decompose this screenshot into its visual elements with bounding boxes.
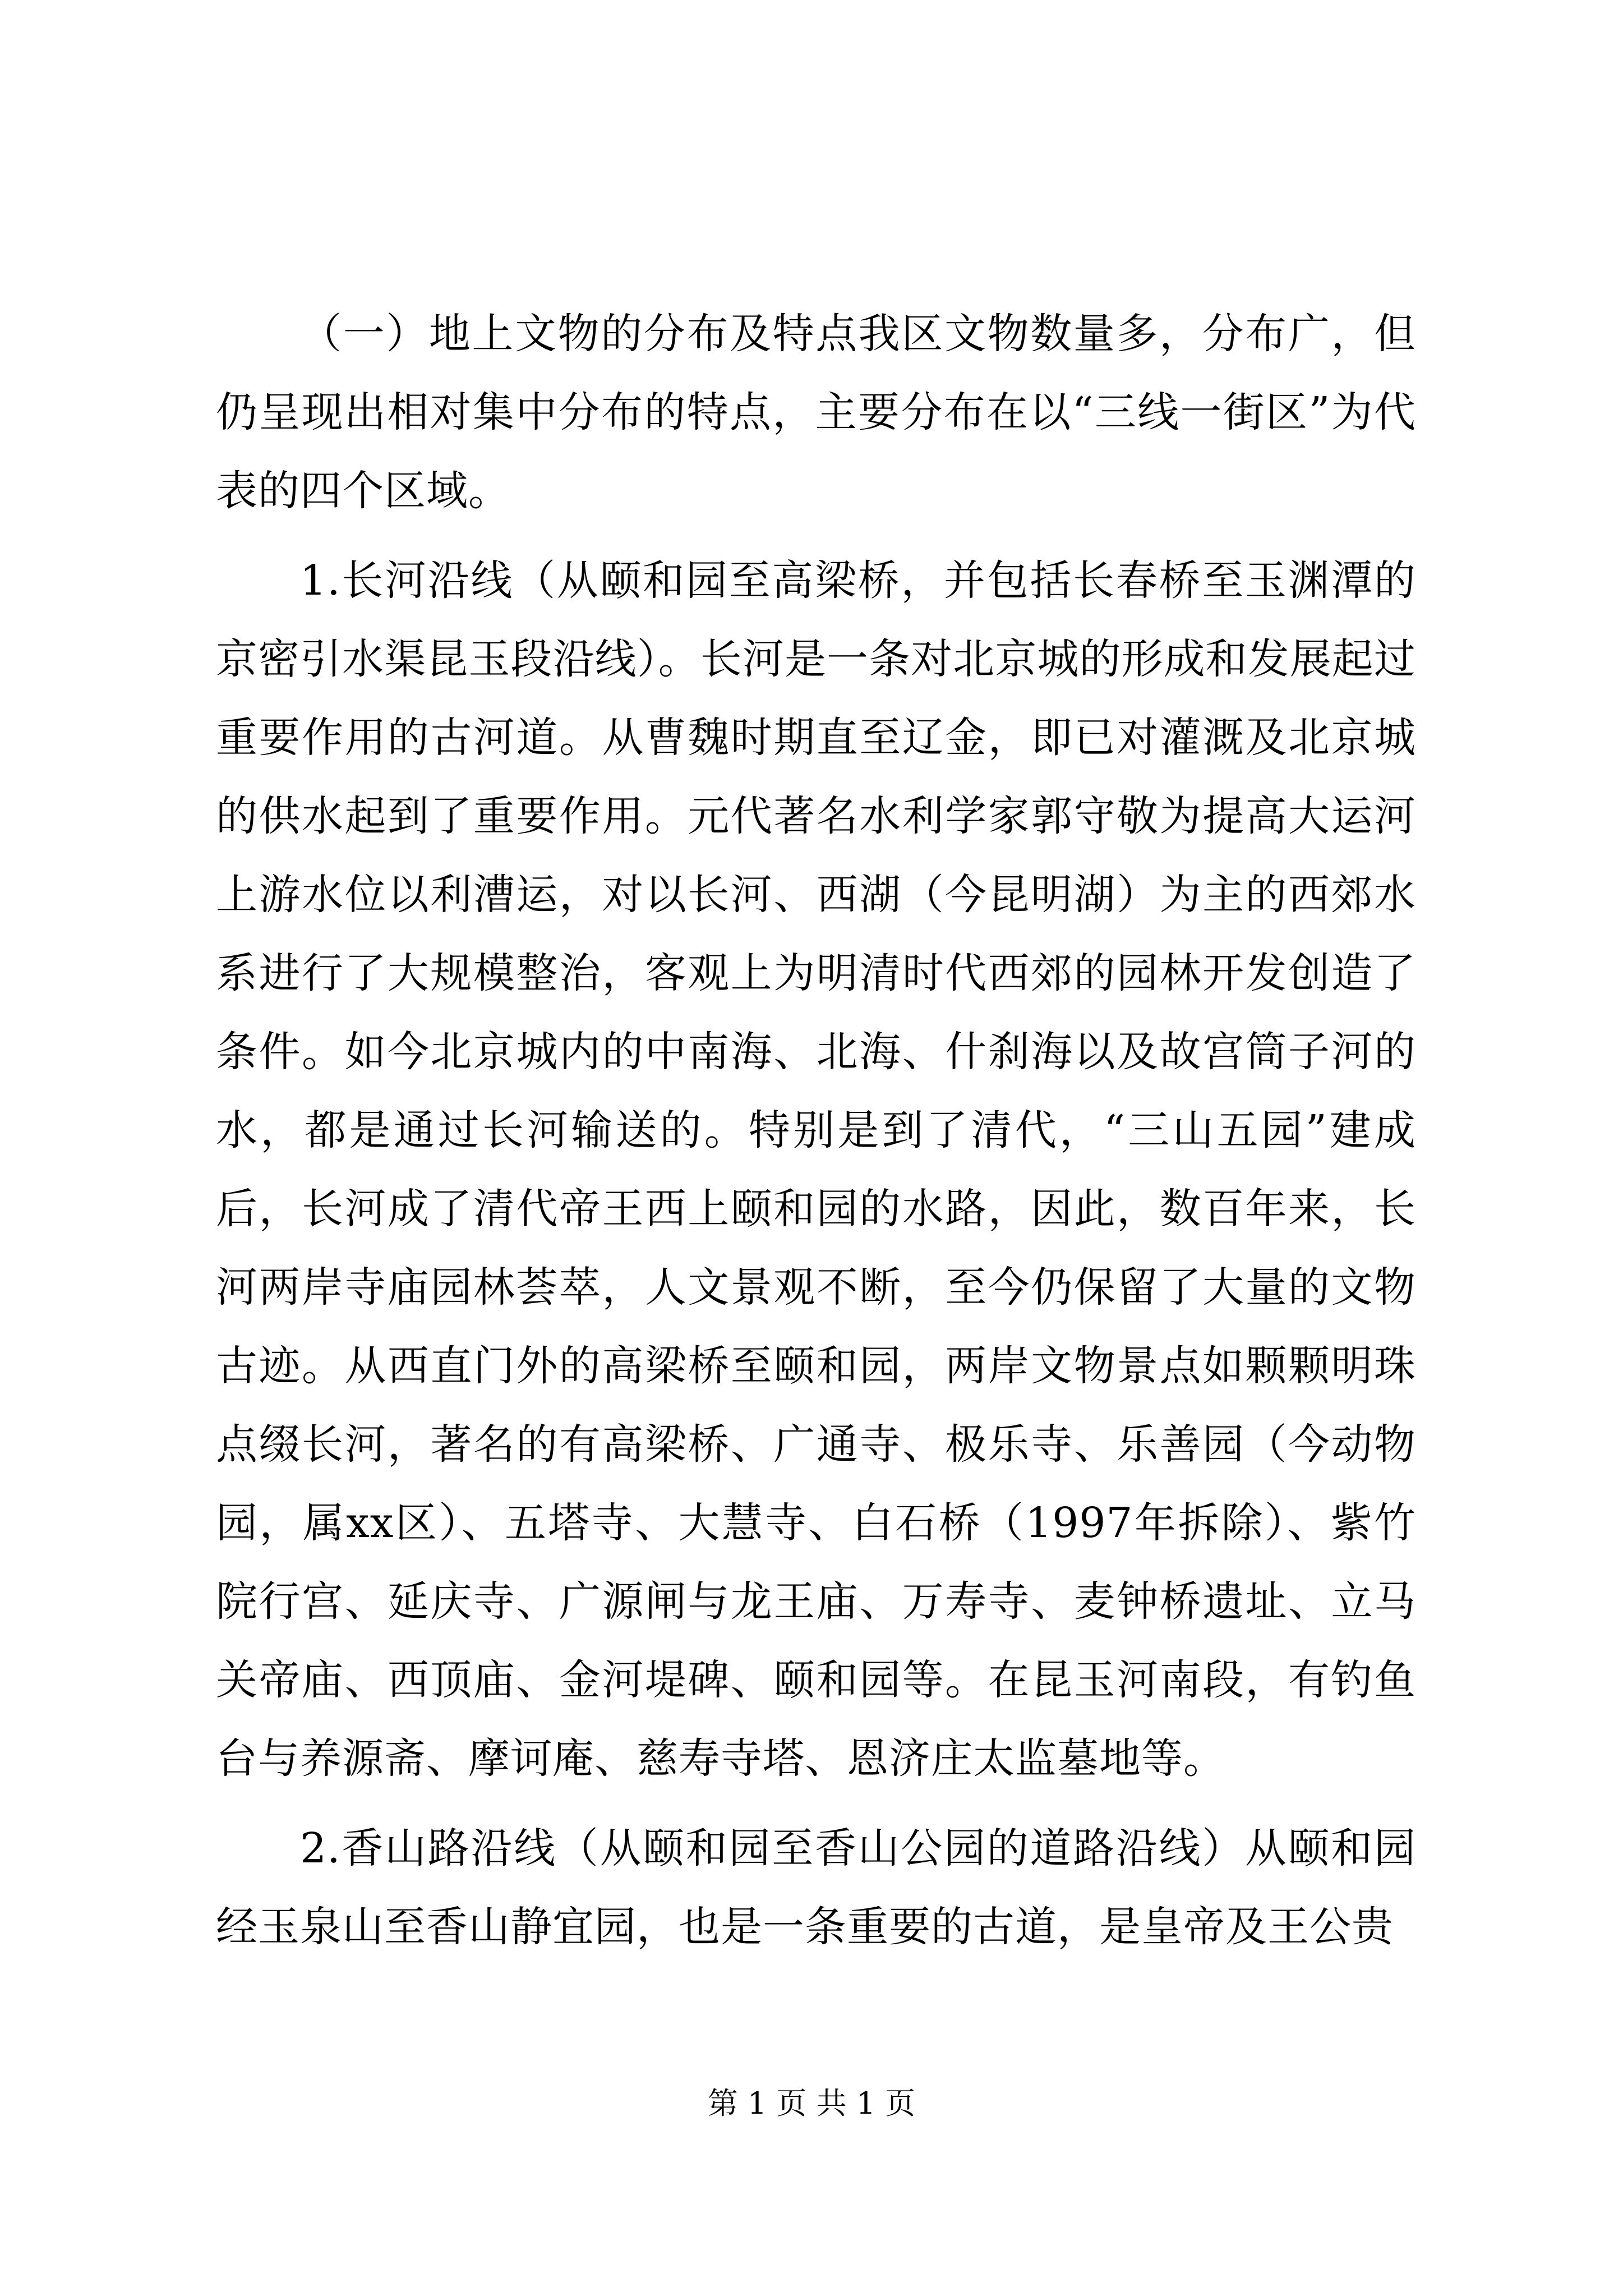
document-body [216, 295, 1416, 1966]
paragraph-xiangshan: 2.香山路沿线（从颐和园至香山公园的道路沿线）从颐和园经玉泉山至香山静宜园，也是一条重要的古道，是皇帝及王公贵 [216, 1824, 1416, 1951]
paragraph-changhe: 1.长河沿线（从颐和园至高梁桥，并包括长春桥至玉渊潭的京密引水渠昆玉段沿线）。长河是一条对北京城的形成和发展起过重要作用的古河道。从曹魏时期直至辽金，即已对灌溉及北京城的供水起到了重要作用。元代著名水利学家郭守敬为提高大运河上游水位以利漕运，对以长河、西湖（今昆明湖）为主的西郊水系进行了大规模整治，客观上为明清时代西郊的园林开发创造了条件。如今北京城内的中南海、北海、什刹海以及故宫筒子河的水，都是通过长河输送的。特别是到了清代，“三山五园”建成后，长河成了清代帝王西上颐和园的水路，因此，数百年来，长河两岸寺庙园林荟萃，人文景观不断，至今仍保留了大量的文物古迹。从西直门外的高梁桥至颐和园，两岸文物景点如颗颗明珠点缀长河，著名的有高梁桥、广通寺、极乐寺、乐善园（今动物园，属xx区）、五塔寺、大慧寺、白石桥（1997年拆除）、紫竹院行宫、延庆寺、广源闸与龙王庙、万寿寺、麦钟桥遗址、立马关帝庙、西顶庙、金河堤碑、颐和园等。在昆玉河南段，有钓鱼台与养源斋、摩诃庵、慈寿寺塔、恩济庄太监墓地等。 [216, 556, 1416, 1783]
paragraph-intro: （一）地上文物的分布及特点我区文物数量多，分布广，但仍呈现出相对集中分布的特点，主要分布在以“三线一街区”为代表的四个区域。 [216, 310, 1416, 515]
page-footer: 第 1 页 共 1 页 [707, 2086, 916, 2121]
